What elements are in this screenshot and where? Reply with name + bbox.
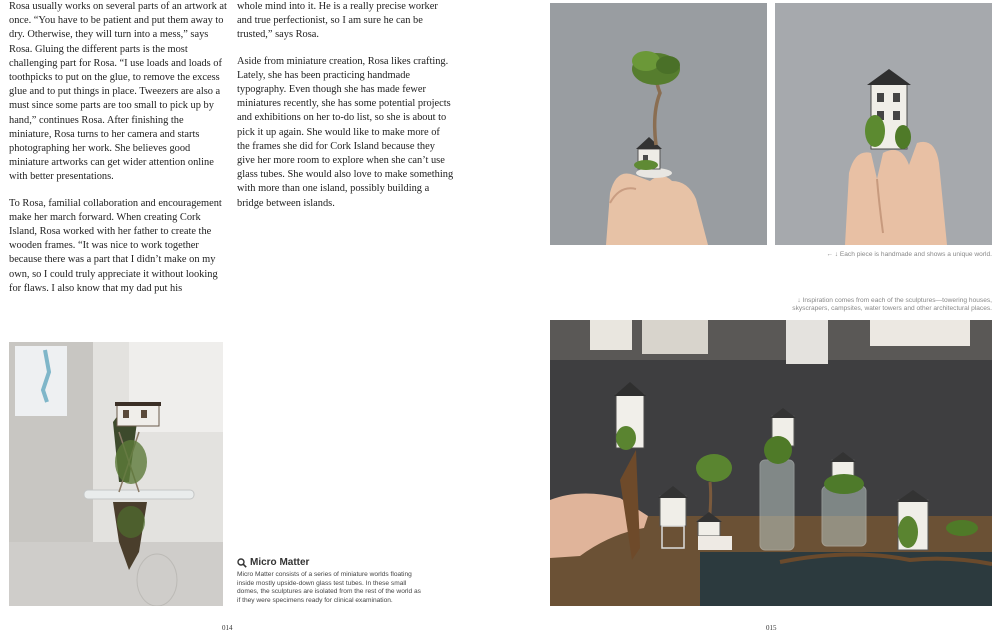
page-number-right: 015 <box>766 624 777 632</box>
body-column-1 <box>9 0 227 308</box>
caption-top: ← ↓ Each piece is handmade and shows a unique world. <box>826 251 992 258</box>
body-column-2 <box>237 0 455 223</box>
magnifier-icon <box>237 558 247 568</box>
page-number-left: 014 <box>222 624 233 632</box>
body-paragraph: To Rosa, familial collaboration and encouragement make her march forward. When creating Cork Island, Rosa worked with her father to create the wooden frames. “It was nice to work together because there was a part that I didn’t make on my own, so I could truly appreciate it without looking for flaws. I also know that my dad put his <box>9 197 222 294</box>
photo-workbench-miniatures <box>550 320 992 606</box>
photo-test-tube-island <box>9 342 223 606</box>
body-paragraph: whole mind into it. He is a really precise worker and true perfectionist, so I am sure he can be trusted,” says Rosa. <box>237 1 438 41</box>
sidebar-body: Micro Matter consists of a series of miniature worlds floating inside mostly upside-down glass test tubes. In these small domes, the sculptures are isolated from the rest of the world as if they were specimens ready for clinical examination. <box>237 571 421 604</box>
body-paragraph: Aside from miniature creation, Rosa likes crafting. Lately, she has been practicing handmade typography. Even though she has made fewer miniatures recently, she has some potential projects and exhibitions on her to-do list, so she is about to pick it up again. She would like to make more of the frames she did for Cork Island because they give her more room to explore when she can’t use glass tubes. She would also love to make something with more than one island, possibly building a bridge between islands. <box>237 55 454 209</box>
body-paragraph: Rosa usually works on several parts of an artwork at once. “You have to be patient and put them away to dry. Otherwise, they will turn into a mess,” says Rosa. Gluing the different parts is the most challenging part for Rosa. “I use loads and loads of toothpicks to put on the glue, to remove the excess glue and to put things in place. Tweezers are also a must since some parts are too small to pick up by hand,” continues Rosa. After finishing the miniature, Rosa turns to her camera and starts photographing her work. She believes good miniature artworks can get wider attention online with better presentations. <box>9 1 227 183</box>
sidebar-title-text: Micro Matter <box>250 557 310 568</box>
caption-bottom: ↓ Inspiration comes from each of the sculptures—towering houses, skyscrapers, campsites, water towers and other architectural places. <box>792 297 992 313</box>
photo-house-between-fingers <box>775 3 992 245</box>
photo-tree-house-on-finger <box>550 3 767 245</box>
sidebar-title <box>237 557 309 568</box>
